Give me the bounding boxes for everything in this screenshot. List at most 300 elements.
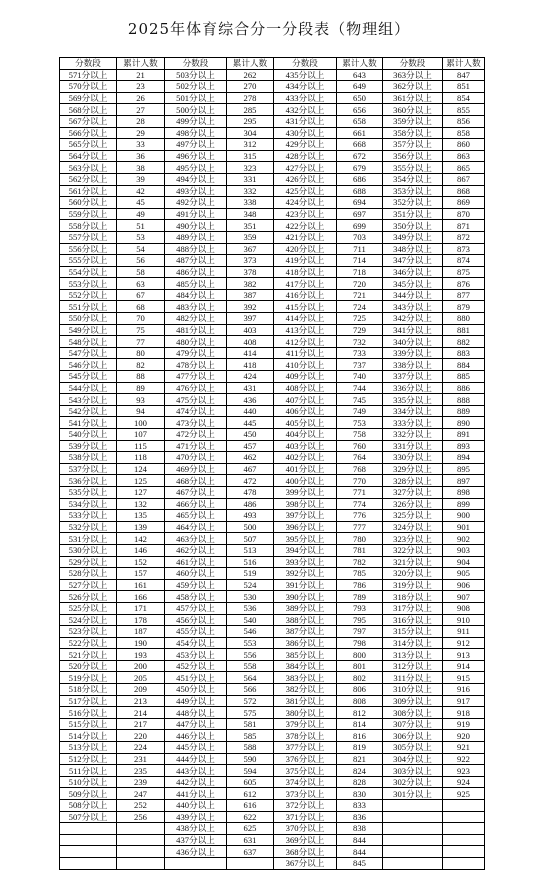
count-cell: 519 xyxy=(227,568,274,580)
score-cell: 410分以上 xyxy=(274,359,337,371)
count-cell: 845 xyxy=(337,857,383,869)
count-cell: 923 xyxy=(443,765,485,777)
score-cell: 454分以上 xyxy=(165,637,227,649)
score-cell: 488分以上 xyxy=(165,243,227,255)
score-cell: 516分以上 xyxy=(60,707,117,719)
table-row xyxy=(60,347,485,359)
count-cell: 88 xyxy=(117,371,165,383)
count-cell: 897 xyxy=(443,475,485,487)
table-row xyxy=(60,231,485,243)
score-cell: 473分以上 xyxy=(165,417,227,429)
count-cell: 672 xyxy=(337,150,383,162)
score-cell: 568分以上 xyxy=(60,104,117,116)
count-cell: 737 xyxy=(337,359,383,371)
count-cell xyxy=(117,834,165,846)
count-cell: 797 xyxy=(337,626,383,638)
count-cell: 913 xyxy=(443,649,485,661)
count-cell xyxy=(117,857,165,869)
table-row xyxy=(60,823,485,835)
count-cell: 575 xyxy=(227,707,274,719)
count-cell: 507 xyxy=(227,533,274,545)
score-cell: 412分以上 xyxy=(274,336,337,348)
count-cell: 925 xyxy=(443,788,485,800)
score-cell: 519分以上 xyxy=(60,672,117,684)
count-cell: 214 xyxy=(117,707,165,719)
table-row xyxy=(60,811,485,823)
count-cell: 338 xyxy=(227,197,274,209)
score-cell: 305分以上 xyxy=(383,742,443,754)
count-cell: 786 xyxy=(337,579,383,591)
count-cell: 82 xyxy=(117,359,165,371)
count-cell: 914 xyxy=(443,660,485,672)
count-cell: 824 xyxy=(337,765,383,777)
score-cell: 363分以上 xyxy=(383,69,443,81)
score-cell: 393分以上 xyxy=(274,556,337,568)
score-cell: 336分以上 xyxy=(383,382,443,394)
score-cell: 498分以上 xyxy=(165,127,227,139)
score-cell: 440分以上 xyxy=(165,800,227,812)
score-table xyxy=(59,57,485,870)
score-cell: 523分以上 xyxy=(60,626,117,638)
count-cell: 392 xyxy=(227,301,274,313)
count-cell: 907 xyxy=(443,591,485,603)
table-row xyxy=(60,405,485,417)
score-cell: 341分以上 xyxy=(383,324,443,336)
count-column-header: 累计人数 xyxy=(117,58,165,70)
count-cell: 643 xyxy=(337,69,383,81)
score-cell: 549分以上 xyxy=(60,324,117,336)
count-cell: 729 xyxy=(337,324,383,336)
count-cell xyxy=(443,823,485,835)
count-cell: 397 xyxy=(227,313,274,325)
count-cell: 127 xyxy=(117,486,165,498)
count-cell: 28 xyxy=(117,115,165,127)
count-cell: 776 xyxy=(337,510,383,522)
count-cell: 899 xyxy=(443,498,485,510)
table-row xyxy=(60,115,485,127)
score-cell: 472分以上 xyxy=(165,429,227,441)
count-cell: 789 xyxy=(337,591,383,603)
score-cell: 447分以上 xyxy=(165,718,227,730)
score-cell: 432分以上 xyxy=(274,104,337,116)
score-cell: 367分以上 xyxy=(274,857,337,869)
count-cell: 187 xyxy=(117,626,165,638)
score-cell: 392分以上 xyxy=(274,568,337,580)
count-cell: 816 xyxy=(337,730,383,742)
score-cell: 490分以上 xyxy=(165,220,227,232)
count-cell: 658 xyxy=(337,115,383,127)
count-cell: 844 xyxy=(337,846,383,858)
count-cell: 80 xyxy=(117,347,165,359)
score-cell: 481分以上 xyxy=(165,324,227,336)
score-cell: 352分以上 xyxy=(383,197,443,209)
count-cell: 367 xyxy=(227,243,274,255)
count-cell: 753 xyxy=(337,417,383,429)
score-cell: 397分以上 xyxy=(274,510,337,522)
count-cell: 679 xyxy=(337,162,383,174)
score-cell: 441分以上 xyxy=(165,788,227,800)
table-row xyxy=(60,394,485,406)
count-column-header: 累计人数 xyxy=(227,58,274,70)
count-cell: 894 xyxy=(443,452,485,464)
count-cell: 36 xyxy=(117,150,165,162)
score-cell: 394分以上 xyxy=(274,544,337,556)
score-cell: 521分以上 xyxy=(60,649,117,661)
score-cell: 426分以上 xyxy=(274,173,337,185)
count-cell: 585 xyxy=(227,730,274,742)
score-cell: 353分以上 xyxy=(383,185,443,197)
count-cell: 209 xyxy=(117,684,165,696)
count-cell: 697 xyxy=(337,208,383,220)
score-cell: 527分以上 xyxy=(60,579,117,591)
count-cell: 785 xyxy=(337,568,383,580)
score-cell: 360分以上 xyxy=(383,104,443,116)
table-row xyxy=(60,800,485,812)
table-row xyxy=(60,81,485,93)
count-cell: 558 xyxy=(227,660,274,672)
count-cell: 217 xyxy=(117,718,165,730)
count-cell: 588 xyxy=(227,742,274,754)
table-row xyxy=(60,765,485,777)
count-cell: 387 xyxy=(227,289,274,301)
score-cell: 495分以上 xyxy=(165,162,227,174)
score-cell: 486分以上 xyxy=(165,266,227,278)
count-cell: 436 xyxy=(227,394,274,406)
count-cell: 256 xyxy=(117,811,165,823)
count-cell: 524 xyxy=(227,579,274,591)
count-cell: 23 xyxy=(117,81,165,93)
score-cell: 499分以上 xyxy=(165,115,227,127)
count-cell: 795 xyxy=(337,614,383,626)
count-cell: 171 xyxy=(117,602,165,614)
count-cell: 920 xyxy=(443,730,485,742)
count-cell xyxy=(117,823,165,835)
score-cell: 340分以上 xyxy=(383,336,443,348)
count-cell: 922 xyxy=(443,753,485,765)
score-cell: 395分以上 xyxy=(274,533,337,545)
count-cell: 912 xyxy=(443,637,485,649)
table-row xyxy=(60,742,485,754)
count-cell: 656 xyxy=(337,104,383,116)
score-cell: 461分以上 xyxy=(165,556,227,568)
score-cell: 448分以上 xyxy=(165,707,227,719)
count-cell: 414 xyxy=(227,347,274,359)
score-cell: 317分以上 xyxy=(383,602,443,614)
count-cell: 802 xyxy=(337,672,383,684)
count-cell: 830 xyxy=(337,788,383,800)
count-cell: 860 xyxy=(443,139,485,151)
count-cell: 851 xyxy=(443,81,485,93)
score-cell: 571分以上 xyxy=(60,69,117,81)
score-cell: 337分以上 xyxy=(383,371,443,383)
score-cell: 428分以上 xyxy=(274,150,337,162)
count-cell: 440 xyxy=(227,405,274,417)
table-row xyxy=(60,544,485,556)
score-cell: 312分以上 xyxy=(383,660,443,672)
score-cell: 469分以上 xyxy=(165,463,227,475)
count-cell: 867 xyxy=(443,173,485,185)
count-cell: 556 xyxy=(227,649,274,661)
score-cell: 414分以上 xyxy=(274,313,337,325)
score-cell: 303分以上 xyxy=(383,765,443,777)
count-cell: 42 xyxy=(117,185,165,197)
count-cell: 900 xyxy=(443,510,485,522)
count-cell: 814 xyxy=(337,718,383,730)
score-cell: 398分以上 xyxy=(274,498,337,510)
score-cell: 540分以上 xyxy=(60,429,117,441)
table-body xyxy=(60,69,485,869)
score-cell: 342分以上 xyxy=(383,313,443,325)
score-column-header: 分数段 xyxy=(165,58,227,70)
score-cell: 529分以上 xyxy=(60,556,117,568)
count-cell: 56 xyxy=(117,255,165,267)
score-cell: 344分以上 xyxy=(383,289,443,301)
score-cell: 570分以上 xyxy=(60,81,117,93)
score-cell: 500分以上 xyxy=(165,104,227,116)
score-cell: 383分以上 xyxy=(274,672,337,684)
score-cell: 485分以上 xyxy=(165,278,227,290)
score-cell: 512分以上 xyxy=(60,753,117,765)
count-cell: 905 xyxy=(443,568,485,580)
score-cell: 318分以上 xyxy=(383,591,443,603)
count-cell: 29 xyxy=(117,127,165,139)
score-cell: 329分以上 xyxy=(383,463,443,475)
table-row xyxy=(60,150,485,162)
count-cell: 220 xyxy=(117,730,165,742)
count-cell: 879 xyxy=(443,301,485,313)
score-cell: 316分以上 xyxy=(383,614,443,626)
count-cell: 132 xyxy=(117,498,165,510)
score-cell: 377分以上 xyxy=(274,742,337,754)
count-cell: 833 xyxy=(337,800,383,812)
count-cell: 408 xyxy=(227,336,274,348)
count-cell: 703 xyxy=(337,231,383,243)
table-row xyxy=(60,371,485,383)
count-cell: 828 xyxy=(337,776,383,788)
table-row xyxy=(60,162,485,174)
count-cell: 270 xyxy=(227,81,274,93)
count-cell: 911 xyxy=(443,626,485,638)
score-cell: 339分以上 xyxy=(383,347,443,359)
count-cell: 63 xyxy=(117,278,165,290)
score-cell: 535分以上 xyxy=(60,486,117,498)
count-cell: 373 xyxy=(227,255,274,267)
count-cell: 721 xyxy=(337,289,383,301)
score-cell: 452分以上 xyxy=(165,660,227,672)
score-cell: 387分以上 xyxy=(274,626,337,638)
table-row xyxy=(60,429,485,441)
score-cell: 466分以上 xyxy=(165,498,227,510)
count-cell: 891 xyxy=(443,429,485,441)
count-cell: 278 xyxy=(227,92,274,104)
score-cell: 475分以上 xyxy=(165,394,227,406)
score-cell: 443分以上 xyxy=(165,765,227,777)
count-cell: 75 xyxy=(117,324,165,336)
score-cell: 351分以上 xyxy=(383,208,443,220)
score-cell: 322分以上 xyxy=(383,544,443,556)
count-cell: 694 xyxy=(337,197,383,209)
count-cell xyxy=(443,800,485,812)
count-cell: 157 xyxy=(117,568,165,580)
score-cell: 390分以上 xyxy=(274,591,337,603)
score-cell: 389分以上 xyxy=(274,602,337,614)
count-cell: 870 xyxy=(443,208,485,220)
count-cell: 493 xyxy=(227,510,274,522)
count-cell: 901 xyxy=(443,521,485,533)
count-cell: 856 xyxy=(443,115,485,127)
count-cell: 33 xyxy=(117,139,165,151)
count-cell: 740 xyxy=(337,371,383,383)
score-cell: 422分以上 xyxy=(274,220,337,232)
score-cell: 371分以上 xyxy=(274,811,337,823)
score-cell: 434分以上 xyxy=(274,81,337,93)
score-cell: 372分以上 xyxy=(274,800,337,812)
count-cell: 793 xyxy=(337,602,383,614)
score-cell: 567分以上 xyxy=(60,115,117,127)
score-cell: 418分以上 xyxy=(274,266,337,278)
score-cell: 349分以上 xyxy=(383,231,443,243)
count-cell: 312 xyxy=(227,139,274,151)
score-cell xyxy=(383,823,443,835)
score-cell: 386分以上 xyxy=(274,637,337,649)
score-cell: 436分以上 xyxy=(165,846,227,858)
score-cell: 399分以上 xyxy=(274,486,337,498)
count-cell: 478 xyxy=(227,486,274,498)
count-cell: 918 xyxy=(443,707,485,719)
count-cell: 924 xyxy=(443,776,485,788)
score-cell: 420分以上 xyxy=(274,243,337,255)
table-row xyxy=(60,173,485,185)
score-cell: 553分以上 xyxy=(60,278,117,290)
table-row xyxy=(60,313,485,325)
table-row xyxy=(60,208,485,220)
count-cell: 780 xyxy=(337,533,383,545)
score-cell: 474分以上 xyxy=(165,405,227,417)
score-cell: 444分以上 xyxy=(165,753,227,765)
count-cell: 51 xyxy=(117,220,165,232)
score-cell: 569分以上 xyxy=(60,92,117,104)
table-row xyxy=(60,695,485,707)
score-cell: 326分以上 xyxy=(383,498,443,510)
count-cell: 668 xyxy=(337,139,383,151)
table-row xyxy=(60,602,485,614)
score-cell: 557分以上 xyxy=(60,231,117,243)
count-cell xyxy=(443,846,485,858)
count-cell: 190 xyxy=(117,637,165,649)
count-cell: 884 xyxy=(443,359,485,371)
score-cell: 421分以上 xyxy=(274,231,337,243)
count-cell: 431 xyxy=(227,382,274,394)
table-row xyxy=(60,579,485,591)
score-cell: 388分以上 xyxy=(274,614,337,626)
count-cell: 883 xyxy=(443,347,485,359)
count-cell: 612 xyxy=(227,788,274,800)
count-cell: 213 xyxy=(117,695,165,707)
table-row xyxy=(60,672,485,684)
score-cell: 327分以上 xyxy=(383,486,443,498)
count-cell: 486 xyxy=(227,498,274,510)
count-cell: 205 xyxy=(117,672,165,684)
table-row xyxy=(60,301,485,313)
count-cell: 801 xyxy=(337,660,383,672)
count-cell: 351 xyxy=(227,220,274,232)
table-row xyxy=(60,278,485,290)
score-cell xyxy=(60,834,117,846)
score-cell: 564分以上 xyxy=(60,150,117,162)
score-cell: 560分以上 xyxy=(60,197,117,209)
table-row xyxy=(60,730,485,742)
table-row xyxy=(60,127,485,139)
count-cell: 661 xyxy=(337,127,383,139)
count-cell: 235 xyxy=(117,765,165,777)
count-cell: 166 xyxy=(117,591,165,603)
score-cell: 330分以上 xyxy=(383,452,443,464)
count-cell: 880 xyxy=(443,313,485,325)
score-cell: 381分以上 xyxy=(274,695,337,707)
score-cell: 309分以上 xyxy=(383,695,443,707)
score-cell: 310分以上 xyxy=(383,684,443,696)
table-row xyxy=(60,139,485,151)
score-cell: 433分以上 xyxy=(274,92,337,104)
count-cell: 819 xyxy=(337,742,383,754)
count-cell: 146 xyxy=(117,544,165,556)
score-cell: 480分以上 xyxy=(165,336,227,348)
score-cell: 458分以上 xyxy=(165,591,227,603)
score-cell: 308分以上 xyxy=(383,707,443,719)
table-row xyxy=(60,533,485,545)
count-column-header: 累计人数 xyxy=(337,58,383,70)
count-cell: 21 xyxy=(117,69,165,81)
count-cell: 70 xyxy=(117,313,165,325)
count-cell: 564 xyxy=(227,672,274,684)
count-cell: 889 xyxy=(443,405,485,417)
count-cell: 916 xyxy=(443,684,485,696)
score-cell: 464分以上 xyxy=(165,521,227,533)
count-cell: 808 xyxy=(337,695,383,707)
score-cell: 532分以上 xyxy=(60,521,117,533)
score-cell: 487分以上 xyxy=(165,255,227,267)
score-cell: 471分以上 xyxy=(165,440,227,452)
count-cell: 758 xyxy=(337,429,383,441)
score-cell xyxy=(383,834,443,846)
count-cell: 424 xyxy=(227,371,274,383)
count-cell: 875 xyxy=(443,266,485,278)
score-cell: 369分以上 xyxy=(274,834,337,846)
score-cell: 556分以上 xyxy=(60,243,117,255)
count-cell: 711 xyxy=(337,243,383,255)
count-cell xyxy=(443,811,485,823)
count-cell: 812 xyxy=(337,707,383,719)
table-row xyxy=(60,684,485,696)
score-cell: 411分以上 xyxy=(274,347,337,359)
table-header-row xyxy=(60,58,485,70)
score-cell: 413分以上 xyxy=(274,324,337,336)
table-row xyxy=(60,753,485,765)
count-cell: 124 xyxy=(117,463,165,475)
score-cell: 374分以上 xyxy=(274,776,337,788)
count-cell: 139 xyxy=(117,521,165,533)
count-cell: 872 xyxy=(443,231,485,243)
score-cell: 348分以上 xyxy=(383,243,443,255)
score-cell: 437分以上 xyxy=(165,834,227,846)
score-cell: 451分以上 xyxy=(165,672,227,684)
count-cell: 688 xyxy=(337,185,383,197)
score-cell: 350分以上 xyxy=(383,220,443,232)
count-cell: 893 xyxy=(443,440,485,452)
score-cell: 528分以上 xyxy=(60,568,117,580)
score-cell: 385分以上 xyxy=(274,649,337,661)
count-cell: 331 xyxy=(227,173,274,185)
